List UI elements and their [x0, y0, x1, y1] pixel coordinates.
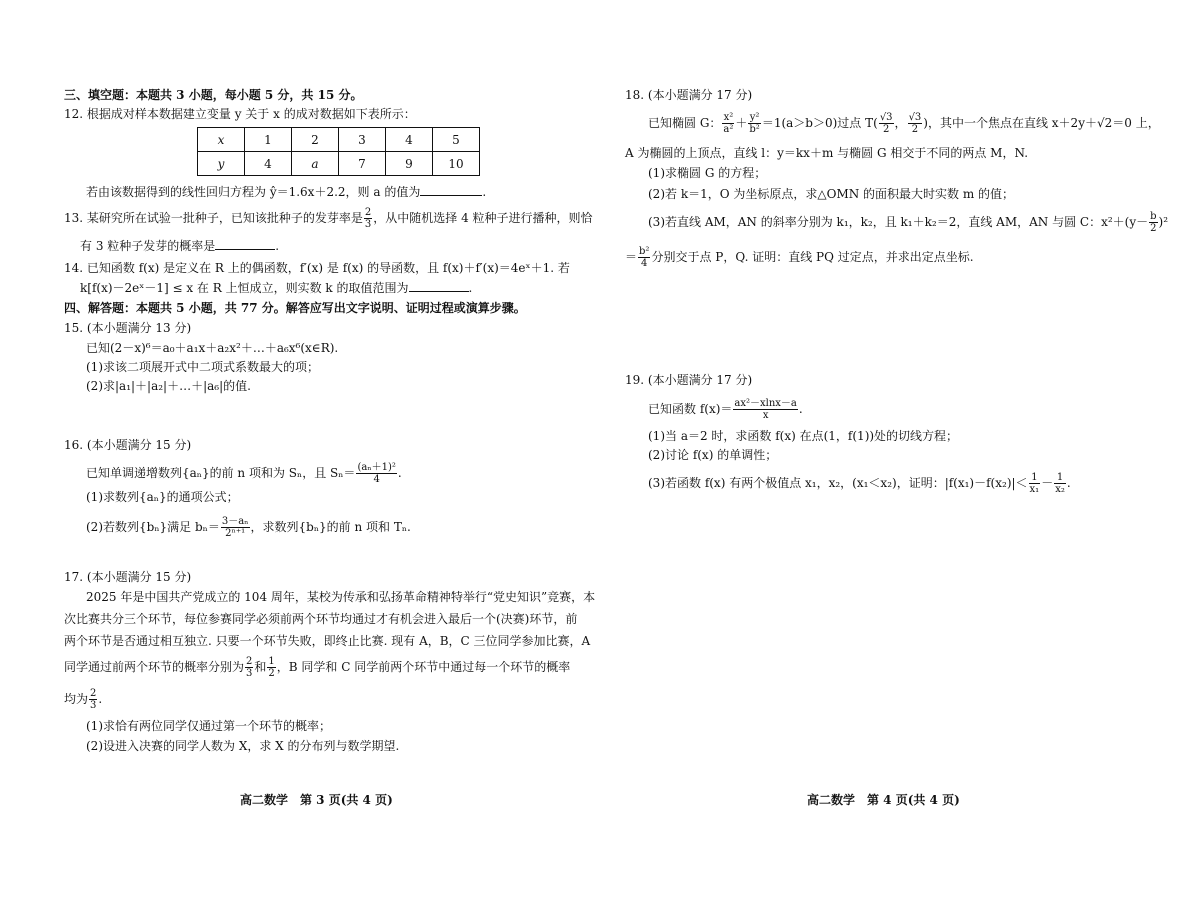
q14-line-1: 14. 已知函数 f(x) 是定义在 R 上的偶函数，f′(x) 是 f(x) 的导函数，且 f(x)＋f′(x)＝4eˣ＋1. 若 — [64, 261, 570, 275]
q19-part-2: (2)讨论 f(x) 的单调性； — [648, 448, 778, 462]
q13-text-a: 13. 某研究所在试验一批种子，已知该批种子的发芽率是 — [64, 211, 363, 225]
q19-part-3: (3)若函数 f(x) 有两个极值点 x₁，x₂，(x₁＜x₂)，证明：|f(x₁)－f(x₂)|＜ $\frac{1}{\text{x₁}}$ － $\frac{1}{\text{x₂}}$ . — [648, 472, 1071, 495]
answer-blank — [420, 195, 482, 196]
table-cell: 2 — [292, 128, 339, 152]
q16-title: 16. (本小题满分 15 分) — [64, 438, 192, 452]
q18-part-2: (2)若 k＝1，O 为坐标原点，求△OMN 的面积最大时实数 m 的值； — [648, 187, 1015, 201]
q13-line-1 — [64, 207, 593, 230]
fraction: $\frac{2}{3}$ — [246, 656, 253, 679]
fraction: $\frac{√3}{2}$ — [879, 112, 893, 135]
q12-question — [86, 184, 486, 200]
fraction: $\frac{\text{3－aₙ}}{\text{2ⁿ⁺¹}}$ — [221, 516, 249, 539]
table-cell: y — [198, 152, 245, 176]
table-cell: a — [292, 152, 339, 176]
fraction: $\frac{\text{b²}}{4}$ — [639, 246, 650, 269]
page-footer: 高二数学 第 4 页(共 4 页) — [807, 793, 960, 807]
section-3-heading: 三、填空题：本题共 3 小题，每小题 5 分，共 15 分。 — [64, 88, 363, 102]
q16-part-2: (2)若数列{bₙ}满足 bₙ＝ $\frac{\text{3－aₙ}}{\text{2ⁿ⁺¹}}$ ，求数列{bₙ}的前 n 项和 Tₙ. — [86, 516, 411, 539]
q13-text-c: 有 3 粒种子发芽的概率是 — [80, 239, 216, 253]
fraction: $\frac{1}{\text{x₁}}$ — [1029, 472, 1040, 495]
table-cell: 5 — [433, 128, 480, 152]
table-cell: 3 — [339, 128, 386, 152]
q19-stem: 已知函数 f(x)＝ $\frac{\text{ax²－xlnx－a}}{x}$ . — [648, 398, 803, 421]
table-cell: 4 — [386, 128, 433, 152]
q15-part-1: (1)求该二项展开式中二项式系数最大的项； — [86, 360, 319, 374]
q19-part-1: (1)当 a＝2 时，求函数 f(x) 在点(1，f(1))处的切线方程； — [648, 429, 959, 443]
q18-title: 18. (本小题满分 17 分) — [625, 88, 753, 102]
fraction: $\frac{1}{2}$ — [268, 656, 275, 679]
table-cell: 7 — [339, 152, 386, 176]
q18-part-3-cont: ＝ $\frac{\text{b²}}{4}$ 分别交于点 P，Q. 证明：直线 PQ 过定点，并求出定点坐标. — [625, 246, 974, 269]
q17-part-2: (2)设进入决赛的同学人数为 X，求 X 的分布列与数学期望. — [86, 739, 400, 753]
q17-line-1: 2025 年是中国共产党成立的 104 周年，某校为传承和弘扬革命精神特举行“党史知识”竞赛，本 — [86, 590, 596, 604]
fraction: $\frac{√3}{2}$ — [908, 112, 922, 135]
fraction: $\frac{2}{3}$ — [90, 688, 97, 711]
q15-stem: 已知(2－x)⁶＝a₀＋a₁x＋a₂x²＋…＋a₆x⁶(x∈R). — [86, 341, 339, 355]
table-cell: 1 — [245, 128, 292, 152]
q12-data-table — [197, 127, 480, 176]
q16-stem: 已知单调递增数列{aₙ}的前 n 项和为 Sₙ，且 Sₙ＝ $\frac{\text{(aₙ＋1)²}}{4}$ . — [86, 462, 402, 485]
table-row — [198, 152, 480, 176]
table-cell: 4 — [245, 152, 292, 176]
q15-part-2: (2)求|a₁|＋|a₂|＋…＋|a₆|的值. — [86, 379, 251, 393]
table-cell: 10 — [433, 152, 480, 176]
q12-text: 若由该数据得到的线性回归方程为 ŷ＝1.6x＋2.2，则 a 的值为 — [86, 185, 421, 199]
q18-part-3: (3)若直线 AM，AN 的斜率分别为 k₁，k₂，且 k₁＋k₂＝2，直线 AM，AN 与圆 C：x²＋(y－ $\frac{b}{2}$ )² — [648, 211, 1169, 234]
q14-line-2: k[f(x)－2eˣ－1] ≤ x 在 R 上恒成立，则实数 k 的取值范围为 . — [80, 281, 473, 295]
page-4 — [600, 0, 1200, 922]
q18-line-2: A 为椭圆的上顶点，直线 l：y＝kx＋m 与椭圆 G 相交于不同的两点 M，N. — [625, 146, 1029, 160]
q14-text-b: k[f(x)－2eˣ－1] ≤ x 在 R 上恒成立，则实数 k 的取值范围为 — [80, 281, 409, 295]
q12-intro: 12. 根据成对样本数据建立变量 y 关于 x 的成对数据如下表所示： — [64, 107, 416, 121]
fraction: $\frac{b}{2}$ — [1150, 211, 1157, 234]
q17-line-3: 两个环节是否通过相互独立. 只要一个环节失败，即终止比赛. 现有 A，B，C 三位同学参加比赛，A — [64, 634, 591, 648]
q17-line-4: 同学通过前两个环节的概率分别为 $\frac{2}{3}$ 和 $\frac{1}{2}$ ，B 同学和 C 同学前两个环节中通过每一个环节的概率 — [64, 656, 571, 679]
q12-period: . — [482, 185, 487, 199]
q18-line-1: 已知椭圆 G： $\frac{\text{x²}}{\text{a²}}$ ＋ $\frac{\text{y²}}{\text{b²}}$ ＝1(a＞b＞0)过点 T( $\frac{√3}{2}$ ， $\frac{√3}{2}$ )，其中一个焦点在直线 x＋2y＋√2＝0 上， — [648, 112, 1160, 135]
section-4-heading: 四、解答题：本题共 5 小题，共 77 分。解答应写出文字说明、证明过程或演算步骤。 — [64, 301, 526, 315]
answer-blank — [409, 291, 469, 292]
table-cell: x — [198, 128, 245, 152]
q19-title: 19. (本小题满分 17 分) — [625, 373, 753, 387]
answer-blank — [215, 249, 275, 250]
table-row — [198, 128, 480, 152]
q13-text-b: ，从中随机选择 4 粒种子进行播种，则恰 — [373, 211, 593, 225]
fraction: $\frac{\text{y²}}{\text{b²}}$ — [749, 112, 760, 135]
q17-title: 17. (本小题满分 15 分) — [64, 570, 192, 584]
q16-part-1: (1)求数列{aₙ}的通项公式； — [86, 490, 239, 504]
q18-part-1: (1)求椭圆 G 的方程； — [648, 166, 767, 180]
q17-part-1: (1)求恰有两位同学仅通过第一个环节的概率； — [86, 719, 331, 733]
fraction: $\frac{\text{ax²－xlnx－a}}{x}$ — [734, 398, 797, 421]
q17-line-5: 均为 $\frac{2}{3}$ . — [64, 688, 103, 711]
q17-line-2: 次比赛共分三个环节，每位参赛同学必须前两个环节均通过才有机会进入最后一个(决赛)环节，前 — [64, 612, 578, 626]
fraction: $\frac{1}{\text{x₂}}$ — [1055, 472, 1065, 495]
table-cell: 9 — [386, 152, 433, 176]
page-footer: 高二数学 第 3 页(共 4 页) — [240, 793, 393, 807]
q13-line-2: 有 3 粒种子发芽的概率是 . — [80, 239, 280, 253]
fraction: $\frac{2}{3}$ — [364, 207, 372, 230]
fraction: $\frac{\text{x²}}{\text{a²}}$ — [723, 112, 734, 135]
q15-title: 15. (本小题满分 13 分) — [64, 321, 192, 335]
fraction: $\frac{\text{(aₙ＋1)²}}{4}$ — [357, 462, 396, 485]
